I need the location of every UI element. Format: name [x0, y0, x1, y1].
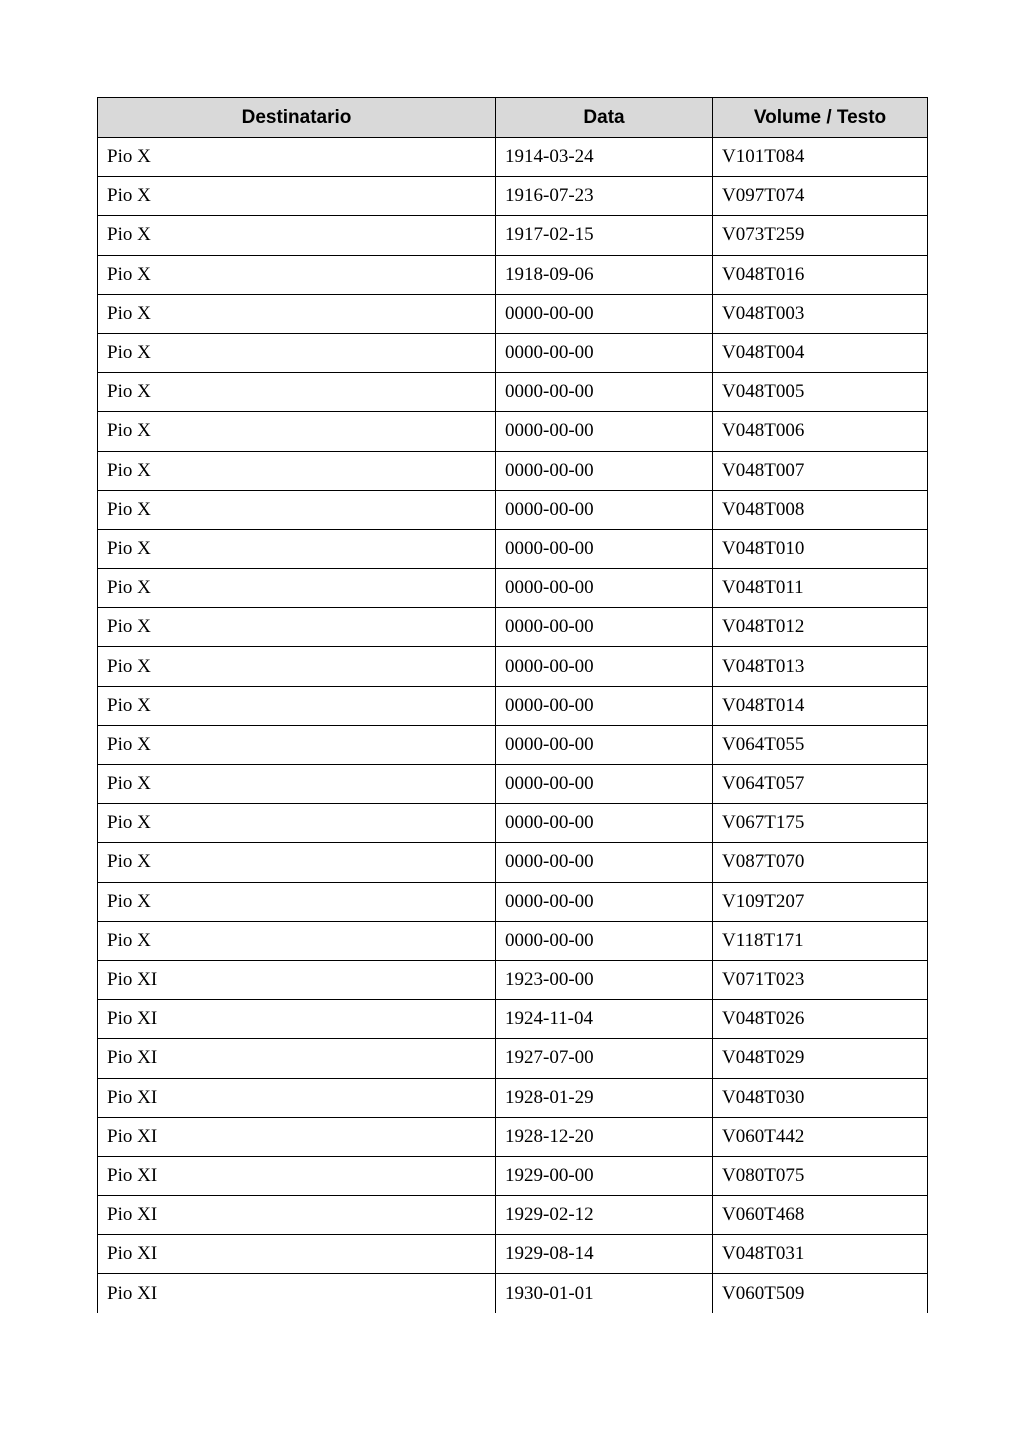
date-cell: 1929-00-00: [496, 1156, 713, 1195]
volume-cell: V048T003: [713, 294, 928, 333]
volume-cell: V048T029: [713, 1039, 928, 1078]
volume-cell: V048T006: [713, 412, 928, 451]
volume-cell: V048T012: [713, 608, 928, 647]
volume-cell: V064T057: [713, 765, 928, 804]
date-cell: 1917-02-15: [496, 216, 713, 255]
recipient-cell: Pio XI: [98, 1117, 496, 1156]
date-cell: 1927-07-00: [496, 1039, 713, 1078]
table-row: [98, 490, 928, 529]
date-cell: 1924-11-04: [496, 1000, 713, 1039]
date-cell: 1918-09-06: [496, 255, 713, 294]
date-cell: 0000-00-00: [496, 882, 713, 921]
table-row: [98, 529, 928, 568]
recipient-cell: Pio X: [98, 804, 496, 843]
date-cell: 0000-00-00: [496, 843, 713, 882]
volume-cell: V048T031: [713, 1235, 928, 1274]
recipient-cell: Pio X: [98, 333, 496, 372]
recipient-cell: Pio X: [98, 569, 496, 608]
volume-cell: V067T175: [713, 804, 928, 843]
table-row: [98, 1078, 928, 1117]
recipient-cell: Pio X: [98, 882, 496, 921]
table-body: [98, 138, 928, 1314]
recipient-cell: Pio X: [98, 725, 496, 764]
date-cell: 0000-00-00: [496, 647, 713, 686]
recipient-cell: Pio X: [98, 529, 496, 568]
table-row: [98, 216, 928, 255]
volume-cell: V048T010: [713, 529, 928, 568]
volume-cell: V048T005: [713, 373, 928, 412]
date-cell: 0000-00-00: [496, 686, 713, 725]
volume-cell: V071T023: [713, 960, 928, 999]
table-row: [98, 451, 928, 490]
date-cell: 1928-01-29: [496, 1078, 713, 1117]
volume-cell: V048T013: [713, 647, 928, 686]
date-cell: 1928-12-20: [496, 1117, 713, 1156]
recipient-cell: Pio X: [98, 216, 496, 255]
recipient-cell: Pio X: [98, 412, 496, 451]
table-row: [98, 960, 928, 999]
recipient-cell: Pio X: [98, 647, 496, 686]
volume-cell: V080T075: [713, 1156, 928, 1195]
recipient-cell: Pio XI: [98, 1039, 496, 1078]
date-cell: 0000-00-00: [496, 490, 713, 529]
volume-cell: V073T259: [713, 216, 928, 255]
date-cell: 0000-00-00: [496, 412, 713, 451]
recipient-cell: Pio XI: [98, 1196, 496, 1235]
volume-cell: V064T055: [713, 725, 928, 764]
table-row: [98, 921, 928, 960]
recipient-cell: Pio X: [98, 451, 496, 490]
volume-cell: V060T442: [713, 1117, 928, 1156]
table-row: [98, 686, 928, 725]
table-row: [98, 1039, 928, 1078]
table-row: [98, 1274, 928, 1313]
table-row: [98, 1117, 928, 1156]
table-row: [98, 765, 928, 804]
table-row: [98, 647, 928, 686]
date-cell: 0000-00-00: [496, 373, 713, 412]
date-cell: 0000-00-00: [496, 451, 713, 490]
date-cell: 1914-03-24: [496, 138, 713, 177]
table-row: [98, 177, 928, 216]
date-cell: 0000-00-00: [496, 333, 713, 372]
date-cell: 1929-08-14: [496, 1235, 713, 1274]
table-row: [98, 843, 928, 882]
recipient-cell: Pio X: [98, 843, 496, 882]
letters-table-container: [97, 97, 927, 1313]
date-cell: 0000-00-00: [496, 608, 713, 647]
recipient-cell: Pio X: [98, 921, 496, 960]
recipient-cell: Pio X: [98, 138, 496, 177]
volume-cell: V060T509: [713, 1274, 928, 1313]
volume-cell: V109T207: [713, 882, 928, 921]
date-cell: 0000-00-00: [496, 921, 713, 960]
volume-cell: V118T171: [713, 921, 928, 960]
recipient-cell: Pio X: [98, 765, 496, 804]
header-data: Data: [496, 98, 713, 138]
table-row: [98, 1156, 928, 1195]
volume-cell: V097T074: [713, 177, 928, 216]
recipient-cell: Pio X: [98, 686, 496, 725]
date-cell: 1923-00-00: [496, 960, 713, 999]
recipient-cell: Pio XI: [98, 1078, 496, 1117]
letters-table: [97, 97, 928, 1313]
table-row: [98, 804, 928, 843]
volume-cell: V048T026: [713, 1000, 928, 1039]
table-row: [98, 412, 928, 451]
table-row: [98, 569, 928, 608]
recipient-cell: Pio X: [98, 294, 496, 333]
table-header-row: [98, 98, 928, 138]
header-destinatario: Destinatario: [98, 98, 496, 138]
table-row: [98, 294, 928, 333]
date-cell: 1930-01-01: [496, 1274, 713, 1313]
date-cell: 0000-00-00: [496, 569, 713, 608]
volume-cell: V048T008: [713, 490, 928, 529]
date-cell: 0000-00-00: [496, 725, 713, 764]
table-row: [98, 255, 928, 294]
date-cell: 0000-00-00: [496, 804, 713, 843]
recipient-cell: Pio XI: [98, 1156, 496, 1195]
recipient-cell: Pio X: [98, 490, 496, 529]
date-cell: 0000-00-00: [496, 765, 713, 804]
volume-cell: V048T004: [713, 333, 928, 372]
table-row: [98, 725, 928, 764]
volume-cell: V101T084: [713, 138, 928, 177]
table-row: [98, 608, 928, 647]
header-volume-testo: Volume / Testo: [713, 98, 928, 138]
volume-cell: V087T070: [713, 843, 928, 882]
recipient-cell: Pio XI: [98, 1235, 496, 1274]
volume-cell: V048T030: [713, 1078, 928, 1117]
date-cell: 1929-02-12: [496, 1196, 713, 1235]
volume-cell: V048T014: [713, 686, 928, 725]
date-cell: 0000-00-00: [496, 294, 713, 333]
recipient-cell: Pio X: [98, 255, 496, 294]
date-cell: 1916-07-23: [496, 177, 713, 216]
recipient-cell: Pio XI: [98, 1000, 496, 1039]
table-row: [98, 1196, 928, 1235]
volume-cell: V048T011: [713, 569, 928, 608]
table-row: [98, 1235, 928, 1274]
recipient-cell: Pio X: [98, 608, 496, 647]
volume-cell: V048T016: [713, 255, 928, 294]
recipient-cell: Pio X: [98, 177, 496, 216]
volume-cell: V060T468: [713, 1196, 928, 1235]
table-row: [98, 333, 928, 372]
volume-cell: V048T007: [713, 451, 928, 490]
recipient-cell: Pio X: [98, 373, 496, 412]
table-row: [98, 882, 928, 921]
recipient-cell: Pio XI: [98, 1274, 496, 1313]
recipient-cell: Pio XI: [98, 960, 496, 999]
date-cell: 0000-00-00: [496, 529, 713, 568]
table-row: [98, 373, 928, 412]
table-row: [98, 138, 928, 177]
table-row: [98, 1000, 928, 1039]
